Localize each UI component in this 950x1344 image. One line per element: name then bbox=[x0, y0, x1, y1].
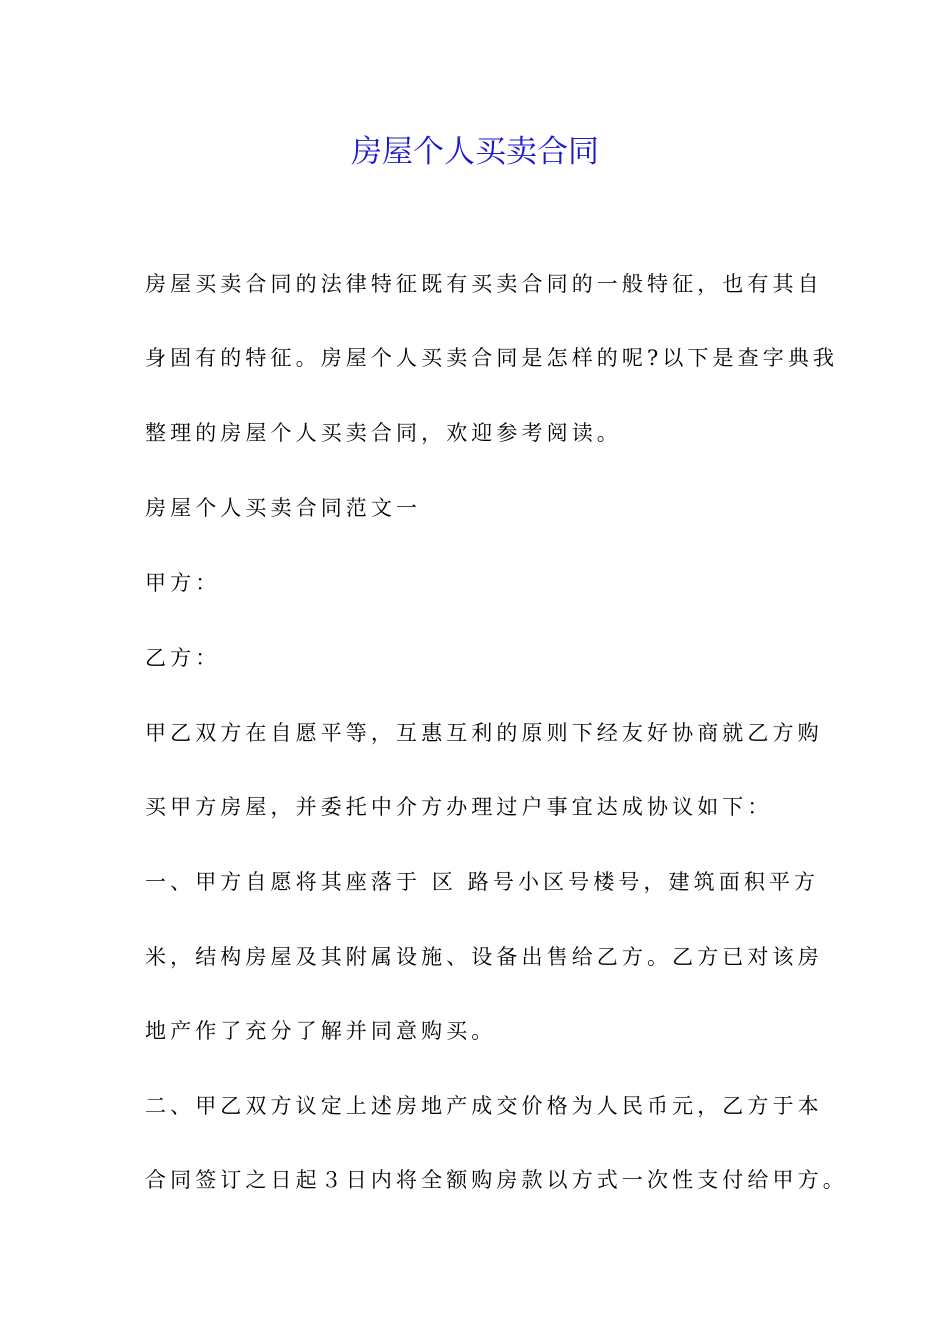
intro-line-2: 身固有的特征。房屋个人买卖合同是怎样的呢?以下是查字典我 bbox=[145, 346, 839, 370]
clause-1-line-3: 地产作了充分了解并同意购买。 bbox=[145, 1019, 497, 1043]
document-title: 房屋个人买卖合同 bbox=[351, 134, 599, 170]
clause-2-line-1: 二、甲乙双方议定上述房地产成交价格为人民币元，乙方于本 bbox=[145, 1094, 823, 1118]
intro-line-1: 房屋买卖合同的法律特征既有买卖合同的一般特征，也有其自 bbox=[145, 272, 823, 296]
clause-1-line-1: 一、甲方自愿将其座落于 区 路号小区号楼号，建筑面积平方 bbox=[145, 870, 820, 894]
preamble-line-1: 甲乙双方在自愿平等，互惠互利的原则下经友好协商就乙方购 bbox=[145, 721, 823, 745]
clause-2-line-2: 合同签订之日起３日内将全额购房款以方式一次性支付给甲方。 bbox=[145, 1168, 848, 1192]
party-a-line: 甲方： bbox=[145, 571, 221, 595]
clause-1-line-2: 米，结构房屋及其附属设施、设备出售给乙方。乙方已对该房 bbox=[145, 945, 823, 969]
preamble-line-2: 买甲方房屋，并委托中介方办理过户事宜达成协议如下： bbox=[145, 795, 773, 819]
intro-line-3: 整理的房屋个人买卖合同，欢迎参考阅读。 bbox=[145, 421, 622, 445]
section-heading: 房屋个人买卖合同范文一 bbox=[145, 496, 422, 520]
party-b-line: 乙方： bbox=[145, 646, 221, 670]
